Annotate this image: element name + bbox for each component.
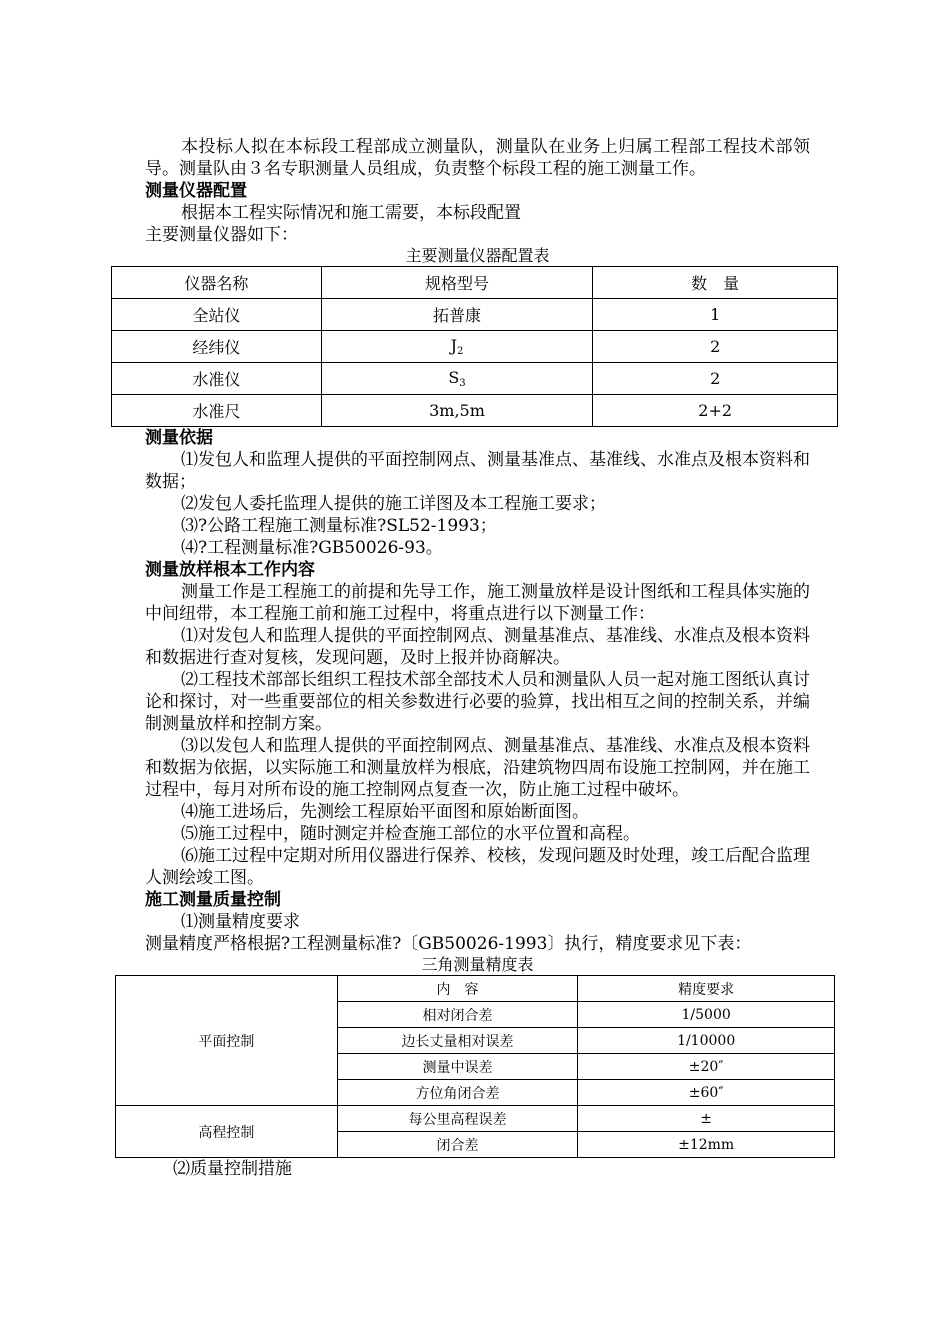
cell-qty: 2	[593, 363, 838, 395]
cell-qty: 2	[593, 331, 838, 363]
table1-caption: 主要测量仪器配置表	[405, 246, 550, 265]
cell-name: 水准尺	[112, 395, 322, 427]
cell-value: ±	[578, 1106, 835, 1132]
group-elevation-control: 高程控制	[116, 1106, 338, 1158]
basis-item-4: ⑷?工程测量标准?GB50026-93。	[181, 538, 443, 558]
document-page	[145, 136, 810, 1180]
layout-work-item-1: ⑴对发包人和监理人提供的平面控制网点、测量基准点、基准线、水准点及根本资料和数据进行查对复核，发现问题，及时上报并协商解决。	[145, 626, 810, 668]
header-quantity: 数 量	[593, 267, 838, 299]
cell-value: ±20″	[578, 1054, 835, 1080]
basis-item-3: ⑶?公路工程施工测量标准?SL52-1993；	[181, 516, 497, 536]
table-row	[112, 395, 838, 427]
header-spec: 规格型号	[321, 267, 593, 299]
quality-precision-line: 测量精度严格根据?工程测量标准?〔GB50026-1993〕执行，精度要求见下表：	[145, 934, 752, 954]
cell-item: 闭合差	[337, 1132, 578, 1158]
table2-caption: 三角测量精度表	[421, 955, 534, 974]
layout-work-item-4: ⑷施工进场后，先测绘工程原始平面图和原始断面图。	[181, 802, 589, 822]
section-heading-layout-work: 测量放样根本工作内容	[145, 560, 315, 580]
cell-name: 水准仪	[112, 363, 322, 395]
cell-item: 相对闭合差	[337, 1002, 578, 1028]
cell-value: 1/10000	[578, 1028, 835, 1054]
table-row	[112, 331, 838, 363]
cell-spec: 拓普康	[321, 299, 593, 331]
instrument-intro-line1: 根据本工程实际情况和施工需要，本标段配置	[181, 203, 521, 223]
cell-value: ±60″	[578, 1080, 835, 1106]
table-header-row	[112, 267, 838, 299]
quality-item-1: ⑴测量精度要求	[181, 912, 300, 932]
precision-table	[115, 975, 835, 1158]
table-row	[112, 299, 838, 331]
layout-work-item-2: ⑵工程技术部部长组织工程技术部全部技术人员和测量队人员一起对施工图纸认真讨论和探讨，对一些重要部位的相关参数进行必要的验算，找出相互之间的控制关系，并编制测量放样和控制方案。	[145, 670, 810, 734]
cell-spec: $J_2$	[321, 331, 593, 363]
cell-item: 测量中误差	[337, 1054, 578, 1080]
intro-paragraph: 本投标人拟在本标段工程部成立测量队，测量队在业务上归属工程部工程技术部领导。测量队由３名专职测量人员组成，负责整个标段工程的施工测量工作。	[145, 137, 810, 179]
table-row	[116, 976, 835, 1002]
cell-item: 方位角闭合差	[337, 1080, 578, 1106]
layout-work-intro: 测量工作是工程施工的前提和先导工作，施工测量放样是设计图纸和工程具体实施的中间纽带，本工程施工前和施工过程中，将重点进行以下测量工作：	[145, 582, 810, 624]
instrument-intro-line2: 主要测量仪器如下：	[145, 225, 298, 245]
cell-item: 边长丈量相对误差	[337, 1028, 578, 1054]
instrument-table	[111, 266, 838, 427]
basis-item-2: ⑵发包人委托监理人提供的施工详图及本工程施工要求；	[181, 494, 606, 514]
layout-work-item-6: ⑹施工过程中定期对所用仪器进行保养、校核，发现问题及时处理，竣工后配合监理人测绘竣工图。	[145, 846, 810, 888]
group-plane-control: 平面控制	[116, 976, 338, 1106]
header-content: 内 容	[337, 976, 578, 1002]
cell-spec: 3m,5m	[321, 395, 593, 427]
cell-value: ±12mm	[578, 1132, 835, 1158]
basis-item-1: ⑴发包人和监理人提供的平面控制网点、测量基准点、基准线、水准点及根本资料和数据；	[145, 450, 810, 492]
section-heading-quality: 施工测量质量控制	[145, 890, 281, 910]
table-row	[112, 363, 838, 395]
cell-value: 1/5000	[578, 1002, 835, 1028]
cell-qty: 1	[593, 299, 838, 331]
cell-name: 经纬仪	[112, 331, 322, 363]
cell-spec: $S_3$	[321, 363, 593, 395]
quality-item-2: ⑵质量控制措施	[173, 1159, 292, 1179]
cell-name: 全站仪	[112, 299, 322, 331]
layout-work-item-5: ⑸施工过程中，随时测定并检查施工部位的水平位置和高程。	[181, 824, 640, 844]
section-heading-instruments: 测量仪器配置	[145, 181, 247, 201]
table-row	[116, 1106, 835, 1132]
cell-qty: 2+2	[593, 395, 838, 427]
header-precision: 精度要求	[578, 976, 835, 1002]
cell-item: 每公里高程误差	[337, 1106, 578, 1132]
header-instrument-name: 仪器名称	[112, 267, 322, 299]
section-heading-basis: 测量依据	[145, 428, 213, 448]
layout-work-item-3: ⑶以发包人和监理人提供的平面控制网点、测量基准点、基准线、水准点及根本资料和数据为依据，以实际施工和测量放样为根底，沿建筑物四周布设施工控制网，并在施工过程中，每月对所布设的施工控制网点复查一次，防止施工过程中破坏。	[145, 736, 810, 800]
